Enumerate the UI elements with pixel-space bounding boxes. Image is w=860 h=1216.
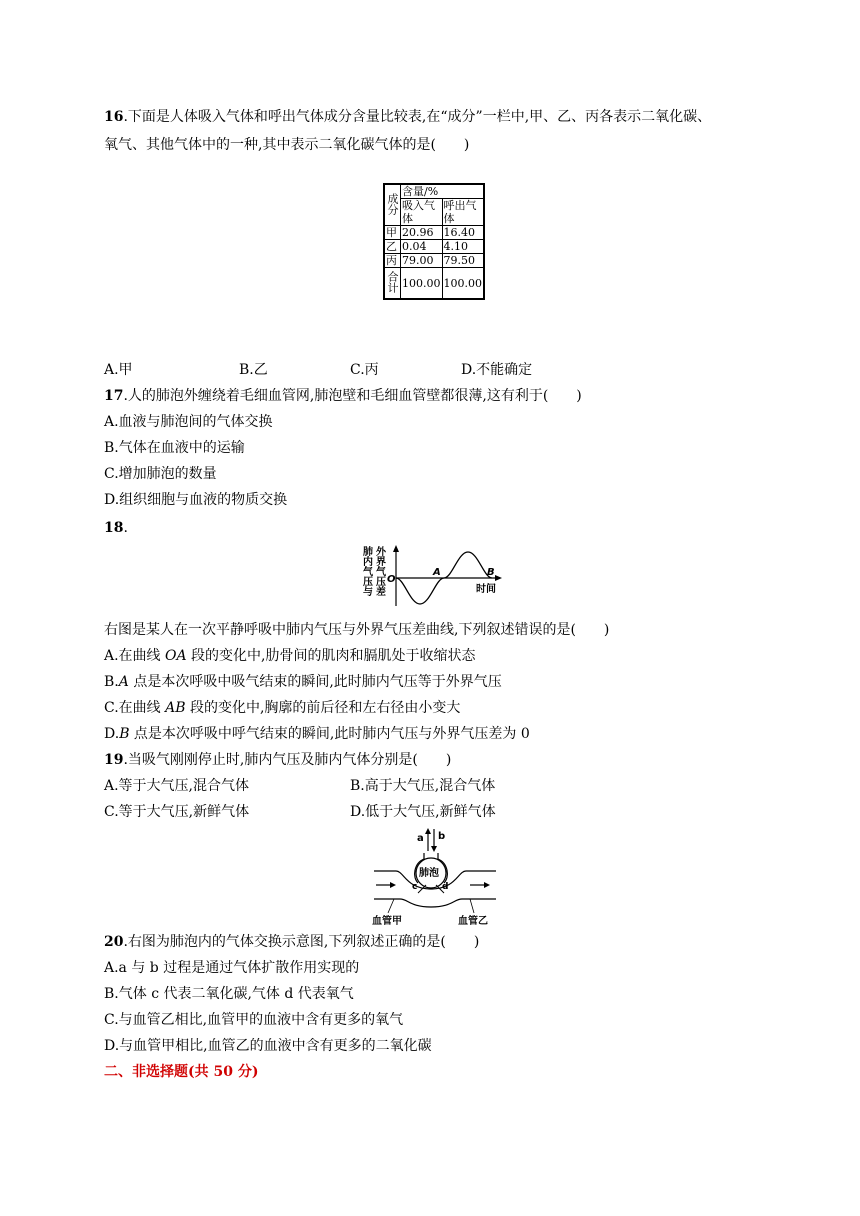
q20-number: 20 (104, 934, 124, 950)
section-heading: 二、非选择题(共 50 分) (104, 1064, 259, 1080)
arrow-right-icon (390, 882, 396, 888)
q18-option-d[interactable]: D.B 点是本次呼吸中呼气结束的瞬间,此时肺内气压与外界气压差为 0 (104, 726, 530, 742)
q16-option-b[interactable]: B.乙 (239, 362, 268, 378)
q18-option-c[interactable]: C.在曲线 AB 段的变化中,胸廓的前后径和左右径由小变大 (104, 700, 461, 716)
label-a: a (417, 833, 424, 844)
q16-option-a[interactable]: A.甲 (104, 362, 133, 378)
component-header-cell: 成分 (384, 184, 401, 226)
y-axis-arrow-icon (393, 545, 399, 552)
q18-option-a[interactable]: A.在曲线 OA 段的变化中,肋骨间的肌肉和膈肌处于收缩状态 (104, 648, 476, 664)
q19-option-b[interactable]: B.高于大气压,混合气体 (350, 778, 496, 794)
table-row: 合计 100.00 100.00 (384, 268, 484, 300)
graph-y-label-2: 外界气压差 (373, 546, 385, 596)
gas-composition-table (383, 183, 485, 300)
q16-option-c[interactable]: C.丙 (350, 362, 379, 378)
q17-option-a[interactable]: A.血液与肺泡间的气体交换 (104, 414, 273, 430)
q19-option-a[interactable]: A.等于大气压,混合气体 (104, 778, 250, 794)
q17-option-b[interactable]: B.气体在血液中的运输 (104, 440, 245, 456)
graph-y-label-1: 肺内气压与 (360, 546, 372, 596)
origin-label: O (387, 574, 396, 585)
arrow-down-icon (431, 846, 437, 852)
arrow-right-icon (484, 882, 490, 888)
q17-option-c[interactable]: C.增加肺泡的数量 (104, 466, 217, 482)
q17-number: 17 (104, 388, 124, 404)
q20-stem: 20.右图为肺泡内的气体交换示意图,下列叙述正确的是( ) (104, 934, 480, 950)
alveolus-label: 肺泡 (419, 868, 439, 879)
table-row: 丙 79.00 79.50 (384, 254, 484, 268)
q19-number: 19 (104, 752, 124, 768)
q19-option-c[interactable]: C.等于大气压,新鲜气体 (104, 804, 250, 820)
q20-option-c[interactable]: C.与血管乙相比,血管甲的血液中含有更多的氧气 (104, 1012, 404, 1028)
q17-stem: 17.人的肺泡外缠绕着毛细血管网,肺泡壁和毛细血管壁都很薄,这有利于( ) (104, 388, 582, 404)
q20-option-a[interactable]: A.a 与 b 过程是通过气体扩散作用实现的 (104, 960, 360, 976)
x-axis-label: 时间 (476, 584, 496, 595)
q19-stem: 19.当吸气刚刚停止时,肺内气压及肺内气体分别是( ) (104, 752, 452, 768)
arrow-up-icon (425, 828, 431, 834)
content-header-cell: 含量/% (401, 184, 485, 199)
point-b-label: B (487, 567, 495, 578)
q18-number: 18 (104, 520, 124, 536)
table-row: 乙 0.04 4.10 (384, 240, 484, 254)
q18-stem: 右图是某人在一次平静呼吸中肺内气压与外界气压差曲线,下列叙述错误的是( ) (104, 622, 610, 638)
exhaled-header: 呼出气体 (442, 199, 484, 226)
inhaled-header: 吸入气体 (401, 199, 443, 226)
q16-stem-line2: 氧气、其他气体中的一种,其中表示二氧化碳气体的是( ) (104, 137, 470, 153)
pressure-curve-graph (354, 544, 504, 610)
vessel-2-label: 血管乙 (458, 916, 488, 927)
q16-option-d[interactable]: D.不能确定 (461, 362, 533, 378)
q17-option-d[interactable]: D.组织细胞与血液的物质交换 (104, 492, 288, 508)
label-d: d (442, 882, 449, 892)
table-row: 甲 20.96 16.40 (384, 226, 484, 240)
q16-number: 16 (104, 109, 124, 125)
label-c: c (412, 882, 418, 892)
q19-option-d[interactable]: D.低于大气压,新鲜气体 (350, 804, 496, 820)
q18-option-b[interactable]: B.A 点是本次呼吸中吸气结束的瞬间,此时肺内气压等于外界气压 (104, 674, 502, 690)
alveolus-gas-exchange-diagram (370, 827, 500, 929)
x-axis-arrow-icon (495, 575, 502, 581)
q20-option-b[interactable]: B.气体 c 代表二氧化碳,气体 d 代表氧气 (104, 986, 354, 1002)
q18-number-line: 18. (104, 520, 128, 536)
q16-stem-line1: 16.下面是人体吸入气体和呼出气体成分含量比较表,在“成分”一栏中,甲、乙、丙各表示二氧化碳、 (104, 109, 712, 125)
vessel-1-label: 血管甲 (372, 916, 402, 927)
q20-option-d[interactable]: D.与血管甲相比,血管乙的血液中含有更多的二氧化碳 (104, 1038, 432, 1054)
label-b: b (438, 831, 446, 842)
point-a-label: A (433, 567, 441, 578)
